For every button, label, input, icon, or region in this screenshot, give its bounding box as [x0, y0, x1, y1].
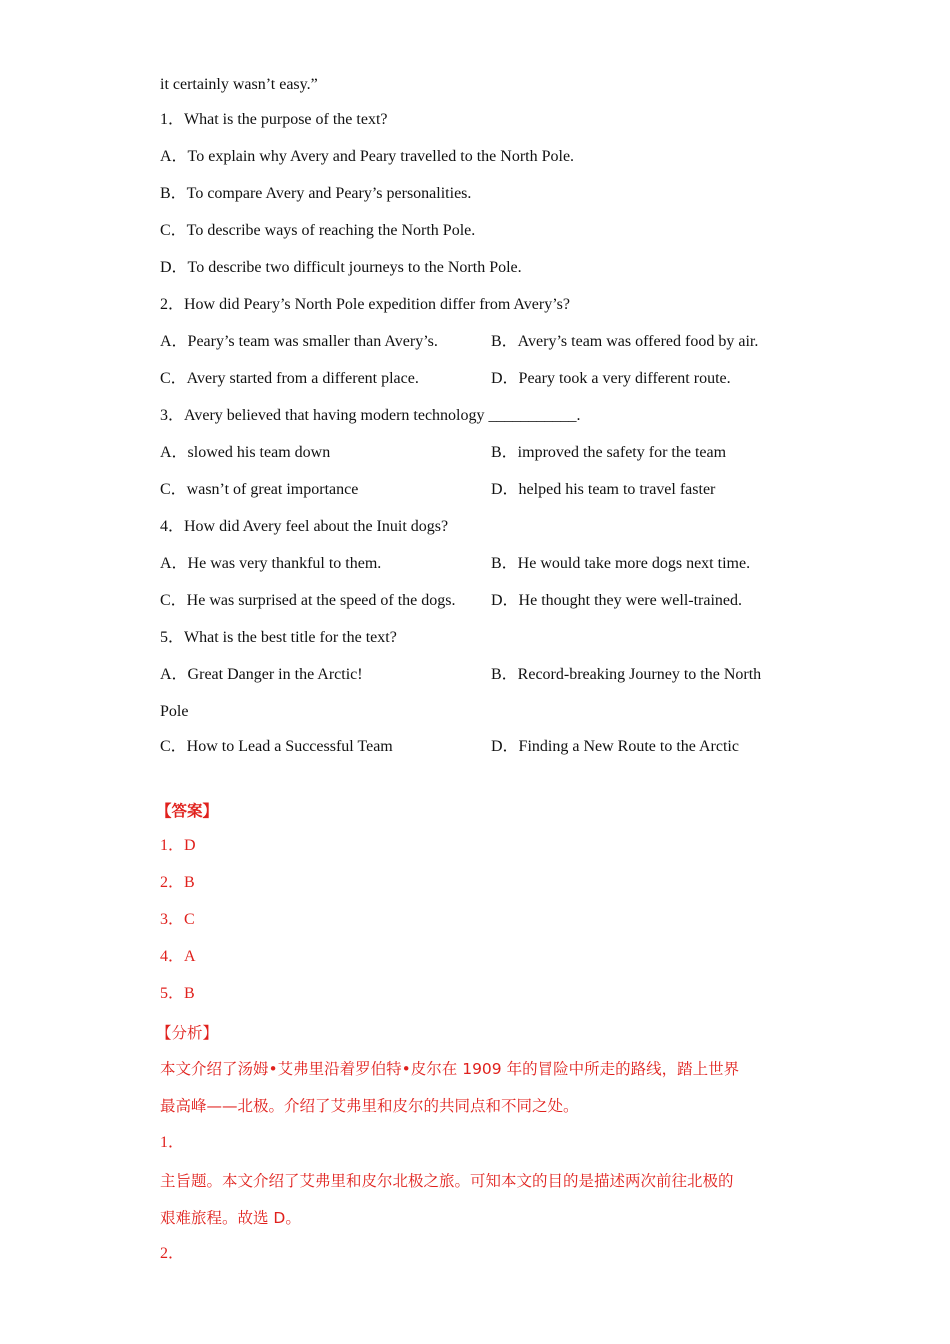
question-3-option-c: C．wasn’t of great importance [160, 481, 359, 498]
analysis-item-1-line-1: 主旨题。本文介绍了艾弗里和皮尔北极之旅。可知本文的目的是描述两次前往北极的 [160, 1172, 734, 1190]
question-5-option-c: C．How to Lead a Successful Team [160, 738, 393, 755]
question-3-option-a: A．slowed his team down [160, 444, 331, 461]
answer-heading: 【答案】 [156, 802, 219, 820]
question-4-option-b: B．He would take more dogs next time. [491, 555, 751, 572]
answer-4: 4．A [160, 948, 196, 965]
question-4-option-d: D．He thought they were well-trained. [491, 592, 743, 609]
question-4-option-c: C．He was surprised at the speed of the dogs. [160, 592, 456, 609]
analysis-summary-line-2: 最高峰——北极。介绍了艾弗里和皮尔的共同点和不同之处。 [160, 1097, 579, 1115]
question-1-option-d: D．To describe two difficult journeys to the North Pole. [160, 259, 522, 276]
question-5-option-b: B．Record-breaking Journey to the North [491, 666, 762, 683]
question-3-option-b: B．improved the safety for the team [491, 444, 727, 461]
answer-3: 3．C [160, 911, 195, 928]
question-1-option-b: B．To compare Avery and Peary’s personalities. [160, 185, 472, 202]
question-5-option-d: D．Finding a New Route to the Arctic [491, 738, 739, 755]
answer-5: 5．B [160, 985, 195, 1002]
question-1-option-c: C．To describe ways of reaching the North Pole. [160, 222, 476, 239]
question-2-option-c: C．Avery started from a different place. [160, 370, 419, 387]
question-3-stem: 3．Avery believed that having modern technology ___________. [160, 407, 581, 424]
answer-1: 1．D [160, 837, 196, 854]
analysis-item-1-number: 1． [160, 1134, 185, 1151]
analysis-heading: 【分析】 [156, 1024, 219, 1042]
question-5-option-a: A．Great Danger in the Arctic! [160, 666, 363, 683]
question-2-option-d: D．Peary took a very different route. [491, 370, 731, 387]
analysis-item-2-number: 2． [160, 1245, 185, 1262]
question-5-option-b-wrap: Pole [160, 703, 189, 720]
passage-tail: it certainly wasn’t easy.” [160, 76, 318, 93]
answer-2: 2．B [160, 874, 195, 891]
analysis-item-1-line-2: 艰难旅程。故选 D。 [160, 1209, 301, 1227]
question-4-option-a: A．He was very thankful to them. [160, 555, 382, 572]
question-2-option-a: A．Peary’s team was smaller than Avery’s. [160, 333, 438, 350]
question-1-option-a: A．To explain why Avery and Peary travelled to the North Pole. [160, 148, 575, 165]
analysis-summary-line-1: 本文介绍了汤姆•艾弗里沿着罗伯特•皮尔在 1909 年的冒险中所走的路线，踏上世界 [160, 1060, 740, 1078]
question-2-option-b: B．Avery’s team was offered food by air. [491, 333, 759, 350]
question-4-stem: 4．How did Avery feel about the Inuit dogs? [160, 518, 449, 535]
question-2-stem: 2．How did Peary’s North Pole expedition differ from Avery’s? [160, 296, 571, 313]
question-5-stem: 5．What is the best title for the text? [160, 629, 397, 646]
question-3-option-d: D．helped his team to travel faster [491, 481, 716, 498]
question-1-stem: 1．What is the purpose of the text? [160, 111, 388, 128]
